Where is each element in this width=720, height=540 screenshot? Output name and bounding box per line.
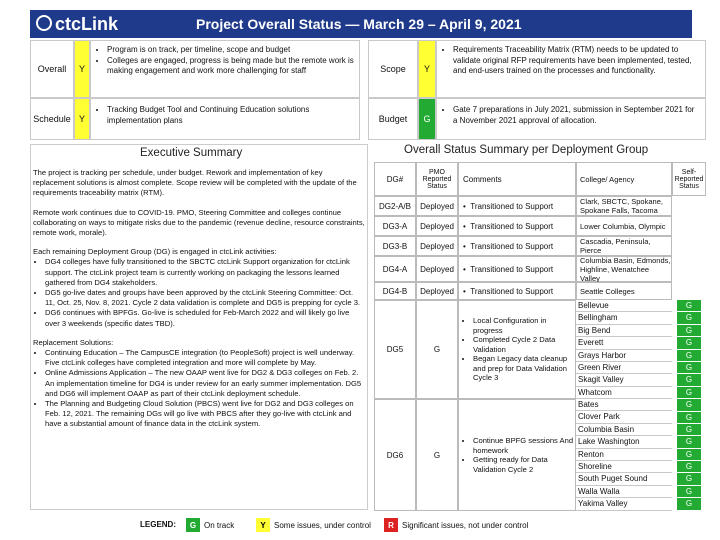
- schedule-notes: [90, 98, 360, 140]
- self-status-badge: G: [677, 498, 701, 510]
- dg6-comment: • Continue BPFG sessions And homework: [473, 436, 575, 455]
- college-item: Bates: [576, 399, 672, 411]
- dg5-college-list: [576, 300, 672, 399]
- legend-yellow-swatch: Y: [256, 518, 270, 532]
- row-comment: • Transitioned to Support: [458, 216, 576, 236]
- row-comment: • Transitioned to Support: [458, 256, 576, 282]
- summary-bullet: • DG5 go-live dates and groups have been approved by the ctcLink Steering Committee: Oct. 11, Oct. 25, Nov. 8, 2021. Cycle 2 data validation is complete and DG5 is prepping for cycle 3.: [45, 288, 365, 308]
- college-item: Green River: [576, 362, 672, 374]
- self-status-badge: G: [677, 486, 701, 498]
- scope-status: Y: [418, 40, 436, 98]
- scope-notes: [436, 40, 706, 98]
- self-status-badge: G: [677, 374, 701, 386]
- dg5-label: DG5: [374, 300, 416, 399]
- self-status-badge: G: [677, 424, 701, 436]
- summary-bullet: • Online Admissions Application – The new OAAP went live for DG2 & DG3 colleges on Feb. 2. An implementation timeline for DG4 is under review for an early summer implementation. DG5 and DG6 will implement OAAP as part of their ctcLink deployment schedule.: [45, 368, 365, 399]
- row-comment-text: Transitioned to Support: [470, 286, 554, 296]
- deployed-rows: [374, 196, 706, 300]
- deployment-title: Overall Status Summary per Deployment Group: [404, 144, 649, 156]
- row-comment-text: Transitioned to Support: [470, 201, 554, 211]
- dg5-comments: [458, 300, 576, 399]
- row-pmo: Deployed: [416, 256, 458, 282]
- college-item: Renton: [576, 449, 672, 461]
- legend-red-text: Significant issues, not under control: [402, 520, 529, 530]
- summary-bullet: • The Planning and Budgeting Cloud Solution (PBCS) went live for DG2 and DG3 colleges on Feb. 12, 2021. The remaining DGs will go live with PBCS after they go-live with ctcLink and have a substantial amount of finance data in the ctcLink system.: [45, 399, 365, 430]
- college-item: Columbia Basin: [576, 424, 672, 436]
- dg6-comments: [458, 399, 576, 511]
- budget-bullet: • Gate 7 preparations in July 2021, submission in September 2021 for a November 2021 approval of allocation.: [453, 105, 701, 126]
- col-header-comments: Comments: [458, 162, 576, 196]
- college-item: Walla Walla: [576, 486, 672, 498]
- row-comment: • Transitioned to Support: [458, 282, 576, 300]
- legend-yellow-text: Some issues, under control: [274, 520, 371, 530]
- row-agency: Cascadia, Peninsula, Pierce: [576, 236, 672, 256]
- summary-bullet: • DG4 colleges have fully transitioned to the SBCTC ctcLink Support organization for ctcLink support. The ctcLink project team is currently working on packaging the lessons learned gathered from DG4 stakeholders.: [45, 257, 365, 288]
- logo-icon: [36, 15, 52, 31]
- budget-label: Budget: [368, 98, 418, 140]
- row-comment-text: Transitioned to Support: [470, 241, 554, 251]
- row-dg: DG3-A: [374, 216, 416, 236]
- col-header-dg: DG#: [374, 162, 416, 196]
- legend-red-swatch: R: [384, 518, 398, 532]
- self-status-badge: G: [677, 362, 701, 374]
- schedule-bullet: • Tracking Budget Tool and Continuing Education solutions implementation plans: [107, 105, 355, 126]
- row-agency: Lower Columbia, Olympic: [576, 216, 672, 236]
- college-item: Yakima Valley: [576, 498, 672, 510]
- summary-bullet: • Continuing Education – The CampusCE integration (to PeopleSoft) project is well underway. Five ctcLink colleges have completed integration and more will complete by May.: [45, 348, 365, 368]
- dg5-comment: • Local Configuration in progress: [473, 316, 575, 335]
- college-item: Bellingham: [576, 312, 672, 324]
- legend-green-swatch: G: [186, 518, 200, 532]
- overall-label: Overall: [30, 40, 74, 98]
- self-status-badge: G: [677, 300, 701, 312]
- self-status-badge: G: [677, 350, 701, 362]
- executive-summary-title: Executive Summary: [140, 147, 243, 159]
- row-comment: • Transitioned to Support: [458, 196, 576, 216]
- scope-label: Scope: [368, 40, 418, 98]
- summary-paragraph: Remote work continues due to COVID-19. PMO, Steering Committee and colleges continue collaborating on ways to mitigate risks due to the pandemic (revenue decline, resource constraints, remote work, morale).: [33, 207, 365, 238]
- self-reported-status-column: [677, 300, 701, 511]
- row-dg: DG4-B: [374, 282, 416, 300]
- row-dg: DG4-A: [374, 256, 416, 282]
- page-title: Project Overall Status — March 29 – April 9, 2021: [196, 16, 522, 32]
- legend-green: [186, 518, 234, 532]
- dg5-comment: • Began Legacy data cleanup and prep for Data Validation Cycle 3: [473, 354, 575, 383]
- ctclink-logo: [36, 12, 118, 36]
- dg6-status: G: [416, 399, 458, 511]
- overall-notes: [90, 40, 360, 98]
- self-status-badge: G: [677, 312, 701, 324]
- row-pmo: Deployed: [416, 216, 458, 236]
- college-item: Grays Harbor: [576, 350, 672, 362]
- row-pmo: Deployed: [416, 282, 458, 300]
- dg5-comment: • Completed Cycle 2 Data Validation: [473, 335, 575, 354]
- logo-text: ctcLink: [55, 14, 119, 34]
- row-dg: DG3-B: [374, 236, 416, 256]
- overall-bullet: • Colleges are engaged, progress is being made but the remote work is making engagement and work more challenging for staff: [107, 56, 355, 77]
- self-status-badge: G: [677, 325, 701, 337]
- schedule-label: Schedule: [30, 98, 74, 140]
- summary-bullet: • DG6 continues with BPFGs. Go-live is scheduled for Feb-March 2022 and will likely go live over 3 weekends (specific dates TBD).: [45, 308, 365, 328]
- college-item: Whatcom: [576, 387, 672, 399]
- college-item: Lake Washington: [576, 436, 672, 448]
- overall-status: Y: [74, 40, 90, 98]
- col-header-agency: College/ Agency: [576, 162, 672, 196]
- budget-notes: [436, 98, 706, 140]
- dg5-status: G: [416, 300, 458, 399]
- college-item: Clover Park: [576, 411, 672, 423]
- self-status-badge: G: [677, 337, 701, 349]
- scope-bullet: • Requirements Traceability Matrix (RTM) needs to be updated to validate original RFP requirements have been implemented, tested, and end-users trained on the processes and functionality.: [453, 45, 701, 77]
- self-status-badge: G: [677, 387, 701, 399]
- row-comment-text: Transitioned to Support: [470, 264, 554, 274]
- row-pmo: Deployed: [416, 196, 458, 216]
- self-status-badge: G: [677, 412, 701, 424]
- college-item: Everett: [576, 337, 672, 349]
- dg6-college-list: [576, 399, 672, 511]
- row-agency: Seattle Colleges: [576, 282, 672, 300]
- row-comment: • Transitioned to Support: [458, 236, 576, 256]
- row-agency: Clark, SBCTC, Spokane, Spokane Falls, Tacoma: [576, 196, 672, 216]
- row-pmo: Deployed: [416, 236, 458, 256]
- self-status-badge: G: [677, 449, 701, 461]
- row-dg: DG2-A/B: [374, 196, 416, 216]
- college-item: Big Bend: [576, 325, 672, 337]
- legend-yellow: [256, 518, 371, 532]
- legend-red: [384, 518, 528, 532]
- summary-paragraph: Replacement Solutions:: [33, 337, 114, 347]
- overall-bullet: • Program is on track, per timeline, scope and budget: [107, 45, 355, 56]
- col-header-self: Self-Reported Status: [672, 162, 706, 196]
- college-item: Skagit Valley: [576, 374, 672, 386]
- legend-green-text: On track: [204, 520, 235, 530]
- dg6-label: DG6: [374, 399, 416, 511]
- summary-paragraph: Each remaining Deployment Group (DG) is engaged in ctcLink activities:: [33, 247, 277, 257]
- schedule-status: Y: [74, 98, 90, 140]
- college-item: Shoreline: [576, 461, 672, 473]
- row-agency: Columbia Basin, Edmonds, Highline, Wenatchee Valley: [576, 256, 672, 282]
- self-status-badge: G: [677, 473, 701, 485]
- college-item: Bellevue: [576, 300, 672, 312]
- dg6-comment: • Getting ready for Data Validation Cycle 2: [473, 455, 575, 474]
- legend-label: LEGEND:: [140, 520, 176, 529]
- self-status-badge: G: [677, 399, 701, 411]
- col-header-pmo: PMO Reported Status: [416, 162, 458, 196]
- budget-status: G: [418, 98, 436, 140]
- summary-paragraph: The project is tracking per schedule, under budget. Rework and implementation of key replacement solutions is almost complete. Scope review will be completed with the update of the requirements traceability matrix (RTM).: [33, 168, 357, 198]
- executive-summary-body: [33, 168, 365, 430]
- college-item: South Puget Sound: [576, 473, 672, 485]
- self-status-badge: G: [677, 461, 701, 473]
- row-comment-text: Transitioned to Support: [470, 221, 554, 231]
- self-status-badge: G: [677, 436, 701, 448]
